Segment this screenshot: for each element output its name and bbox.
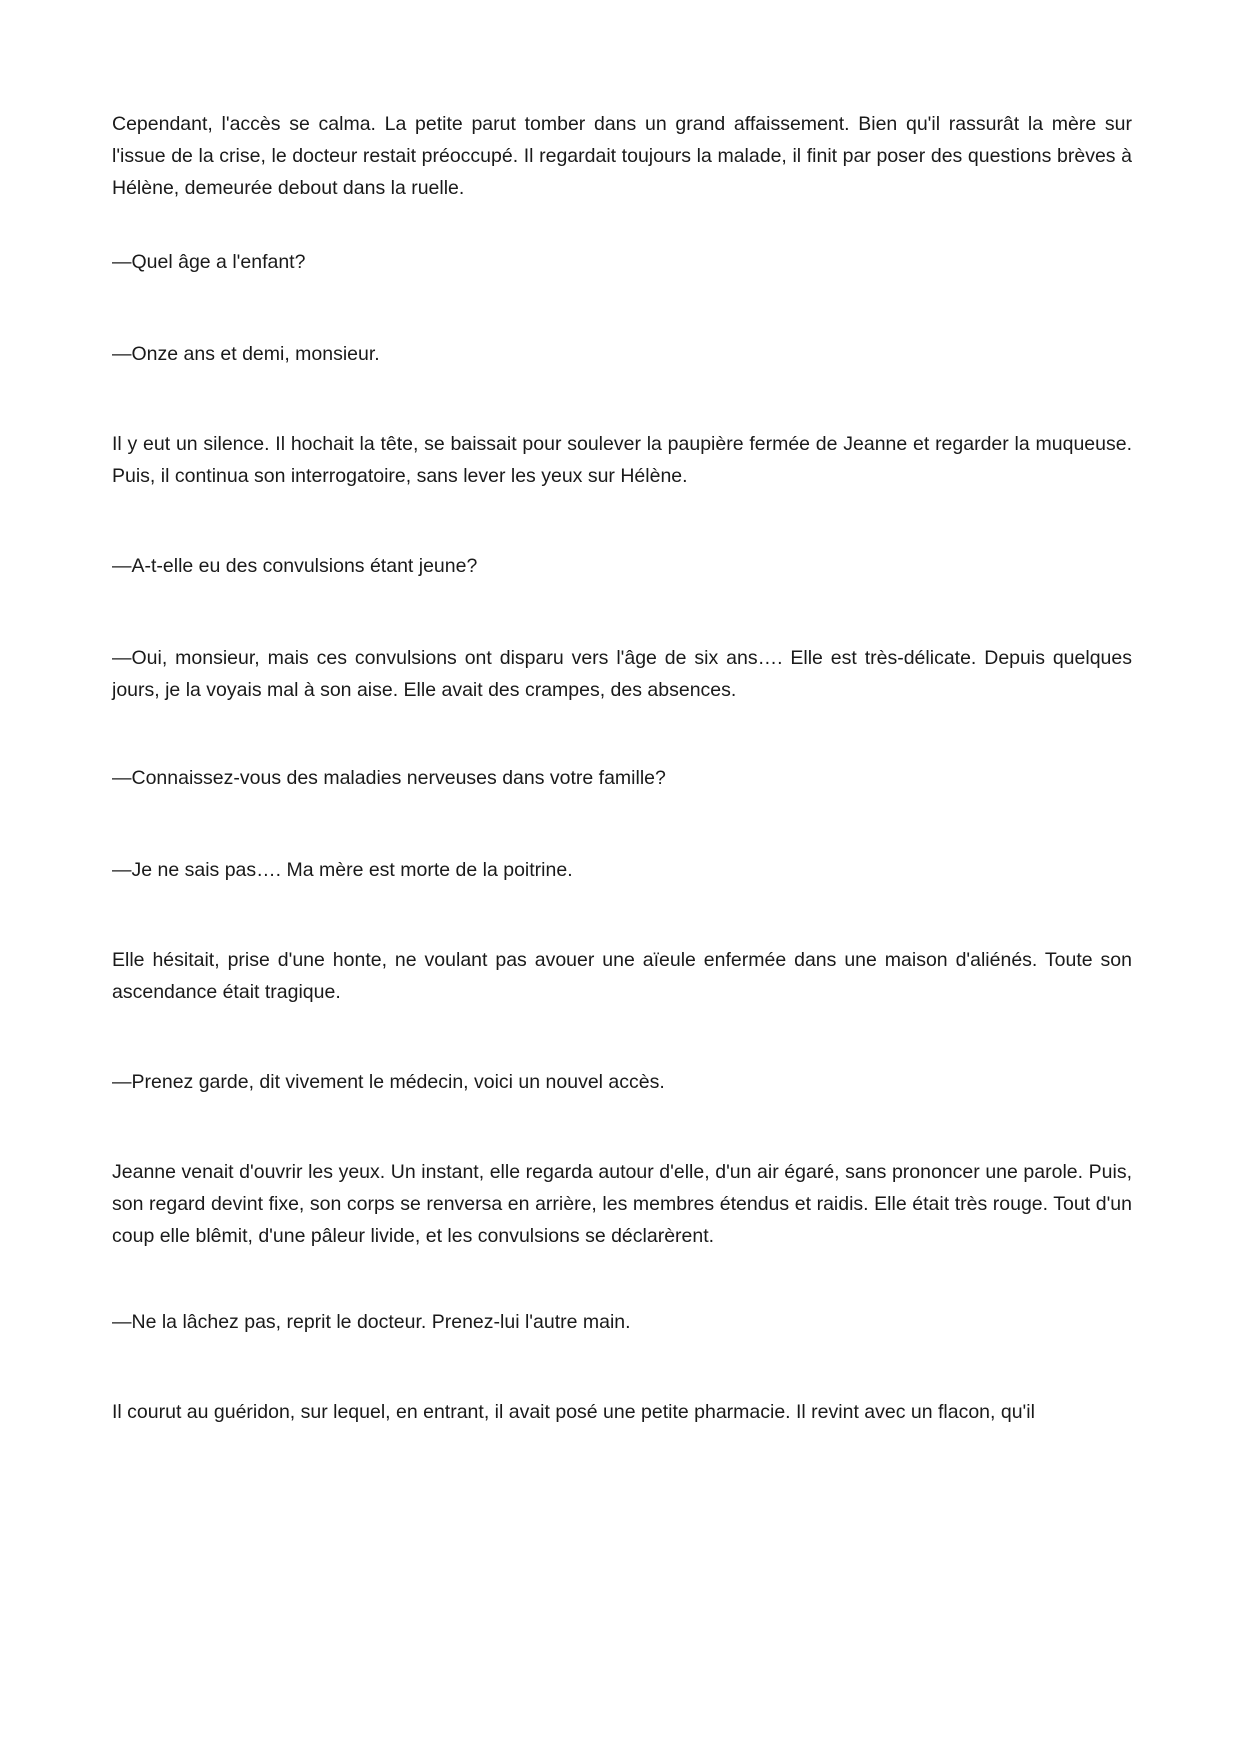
paragraph-narrative-3: Elle hésitait, prise d'une honte, ne voulant pas avouer une aïeule enfermée dans une maison d'aliénés. Toute son ascendance était tragique. — [112, 949, 1132, 1003]
paragraph-narrative-4: Jeanne venait d'ouvrir les yeux. Un instant, elle regarda autour d'elle, d'un air égaré, sans prononcer une parole. Puis, son regard devint fixe, son corps se renversa en arrière, les membres étendus et raidis. Elle était très rouge. Tout d'un coup elle blêmit, d'une pâleur livide, et les convulsions se déclarèrent. — [112, 1161, 1132, 1247]
paragraph-dialogue-2: —Onze ans et demi, monsieur. — [112, 343, 380, 365]
paragraph-narrative-2: Il y eut un silence. Il hochait la tête, se baissait pour soulever la paupière fermée de Jeanne et regarder la muqueuse. Puis, il continua son interrogatoire, sans lever les yeux sur Hélène. — [112, 433, 1132, 487]
paragraph-dialogue-6: —Je ne sais pas…. Ma mère est morte de la poitrine. — [112, 859, 573, 881]
paragraph-dialogue-1: —Quel âge a l'enfant? — [112, 251, 306, 273]
paragraph-dialogue-8: —Ne la lâchez pas, reprit le docteur. Prenez-lui l'autre main. — [112, 1311, 631, 1333]
paragraph-narrative-1: Cependant, l'accès se calma. La petite parut tomber dans un grand affaissement. Bien qu'il rassurât la mère sur l'issue de la crise, le docteur restait préoccupé. Il regardait toujours la malade, il finit par poser des questions brèves à Hélène, demeurée debout dans la ruelle. — [112, 113, 1132, 199]
paragraph-dialogue-4: —Oui, monsieur, mais ces convulsions ont disparu vers l'âge de six ans…. Elle est très-délicate. Depuis quelques jours, je la voyais mal à son aise. Elle avait des crampes, des absences. — [112, 647, 1132, 701]
paragraph-narrative-5: Il courut au guéridon, sur lequel, en entrant, il avait posé une petite pharmacie. Il revint avec un flacon, qu'il — [112, 1401, 1035, 1423]
paragraph-dialogue-7: —Prenez garde, dit vivement le médecin, voici un nouvel accès. — [112, 1071, 665, 1093]
paragraph-dialogue-3: —A-t-elle eu des convulsions étant jeune? — [112, 555, 478, 577]
paragraph-dialogue-5: —Connaissez-vous des maladies nerveuses dans votre famille? — [112, 767, 666, 789]
